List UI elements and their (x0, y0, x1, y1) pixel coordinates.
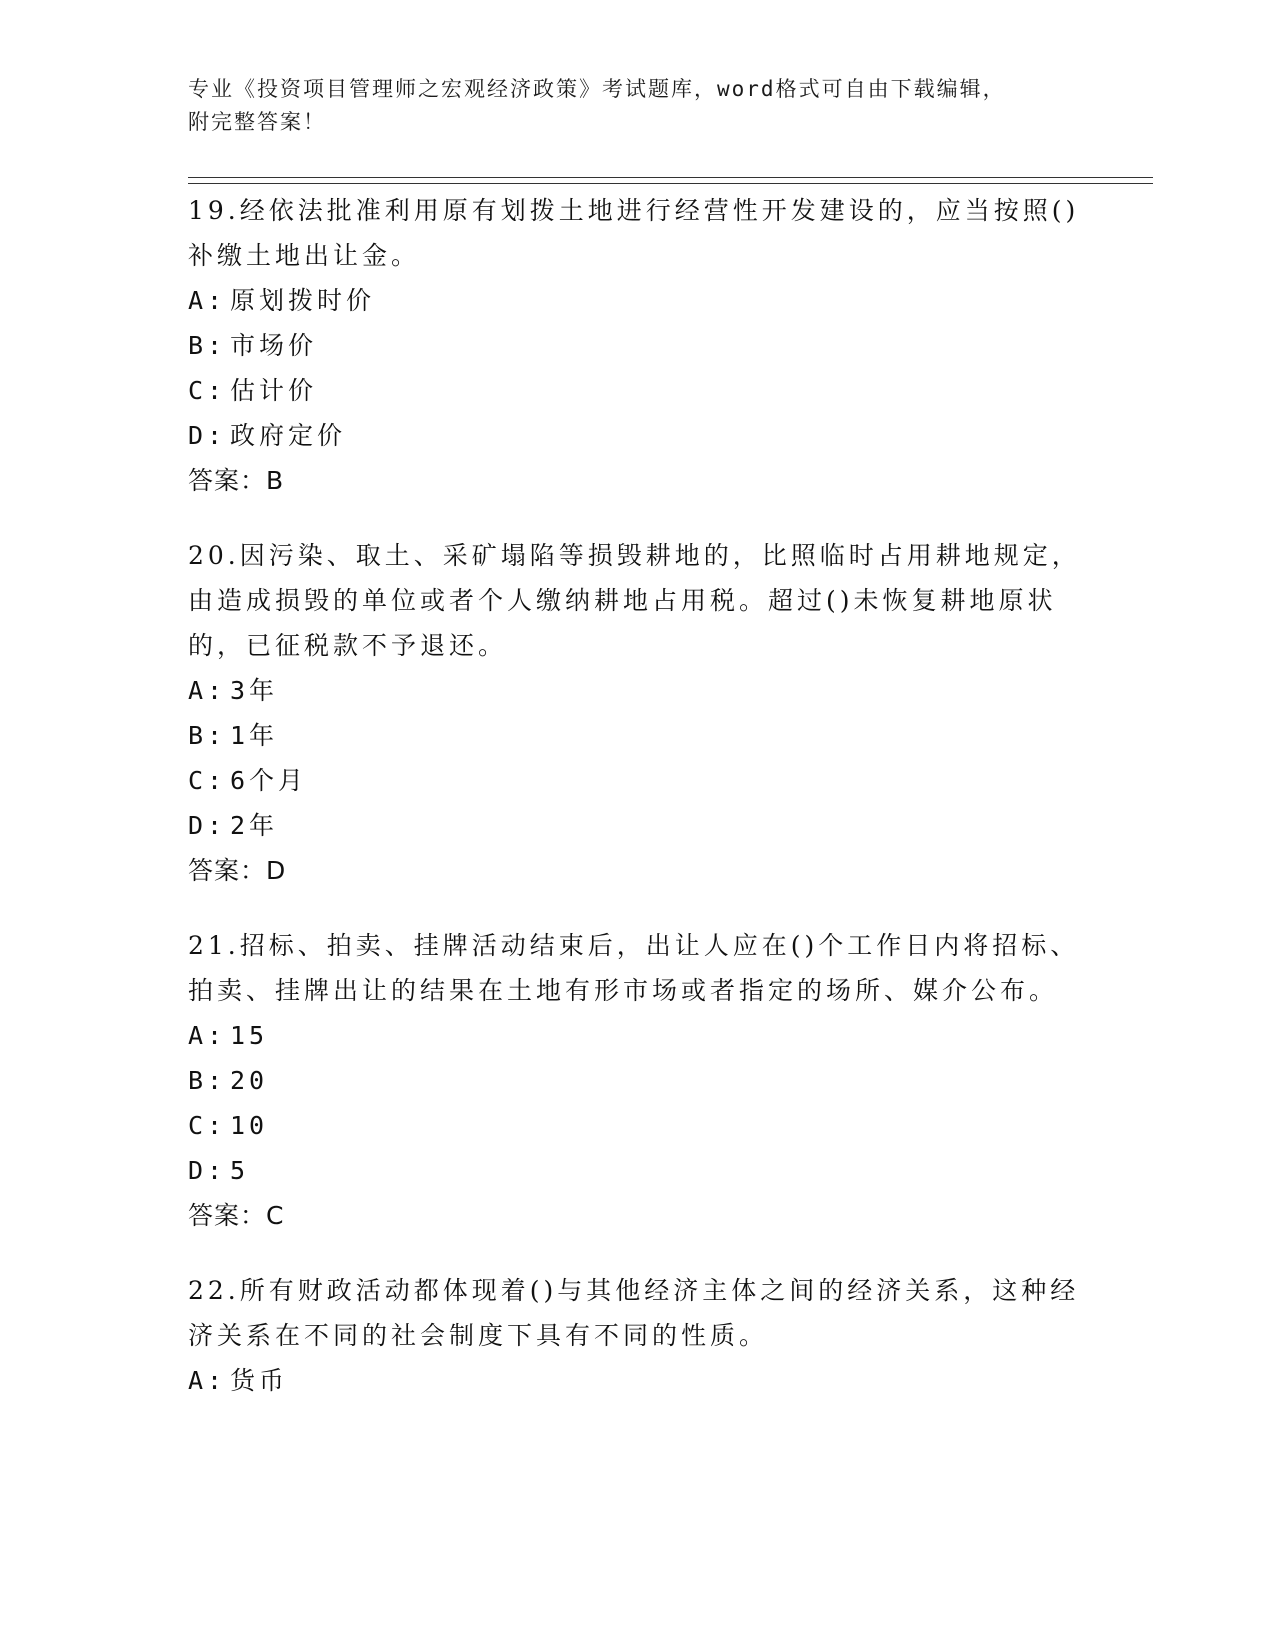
answer-line (188, 848, 1088, 893)
option-text: 6个月 (230, 766, 308, 795)
answer-line (188, 458, 1088, 503)
option-a (188, 668, 1088, 713)
option-letter: D: (188, 421, 227, 450)
option-letter: A: (188, 676, 227, 705)
header-divider-bottom (188, 183, 1153, 184)
option-letter: A: (188, 1021, 227, 1050)
question-list (188, 188, 1088, 1433)
option-text: 20 (230, 1066, 269, 1095)
option-letter: B: (188, 1066, 227, 1095)
option-b (188, 323, 1088, 368)
answer-value: C (266, 1201, 285, 1230)
option-letter: C: (188, 766, 227, 795)
option-text: 市场价 (230, 331, 318, 360)
option-text: 15 (230, 1021, 269, 1050)
option-c (188, 1103, 1088, 1148)
option-a (188, 278, 1088, 323)
question-19 (188, 188, 1088, 503)
option-letter: D: (188, 1156, 227, 1185)
question-stem: 19.经依法批准利用原有划拨土地进行经营性开发建设的，应当按照()补缴土地出让金。 (188, 196, 1080, 270)
answer-value: D (266, 856, 287, 885)
header-divider-top (188, 177, 1153, 178)
option-a (188, 1358, 1088, 1403)
option-text: 3年 (230, 676, 279, 705)
question-21 (188, 923, 1088, 1238)
option-letter: A: (188, 1366, 227, 1395)
option-d (188, 413, 1088, 458)
document-header (188, 73, 1068, 139)
answer-line (188, 1193, 1088, 1238)
question-stem: 22.所有财政活动都体现着()与其他经济主体之间的经济关系，这种经济关系在不同的社会制度下具有不同的性质。 (188, 1276, 1080, 1350)
answer-label: 答案： (188, 466, 267, 495)
option-b (188, 713, 1088, 758)
option-letter: D: (188, 811, 227, 840)
option-d (188, 803, 1088, 848)
option-text: 货币 (230, 1366, 289, 1395)
option-d (188, 1148, 1088, 1193)
question-20 (188, 533, 1088, 893)
header-line-2: 附完整答案！ (188, 110, 326, 134)
answer-label: 答案： (188, 1201, 267, 1230)
question-stem: 20.因污染、取土、采矿塌陷等损毁耕地的，比照临时占用耕地规定，由造成损毁的单位或者个人缴纳耕地占用税。超过()未恢复耕地原状的，已征税款不予退还。 (188, 541, 1081, 660)
option-text: 原划拨时价 (230, 286, 376, 315)
option-letter: A: (188, 286, 227, 315)
question-22 (188, 1268, 1088, 1403)
question-stem: 21.招标、拍卖、挂牌活动结束后，出让人应在()个工作日内将招标、拍卖、挂牌出让的结果在土地有形市场或者指定的场所、媒介公布。 (188, 931, 1080, 1005)
option-text: 10 (230, 1111, 269, 1140)
option-a (188, 1013, 1088, 1058)
header-line-1: 专业《投资项目管理师之宏观经济政策》考试题库，word格式可自由下载编辑， (188, 77, 1006, 101)
option-letter: C: (188, 376, 227, 405)
option-c (188, 758, 1088, 803)
option-letter: B: (188, 721, 227, 750)
option-text: 5 (230, 1156, 250, 1185)
answer-label: 答案： (188, 856, 267, 885)
answer-value: B (266, 466, 285, 495)
option-c (188, 368, 1088, 413)
option-letter: B: (188, 331, 227, 360)
option-text: 1年 (230, 721, 279, 750)
option-text: 2年 (230, 811, 279, 840)
option-b (188, 1058, 1088, 1103)
option-text: 估计价 (230, 376, 318, 405)
option-text: 政府定价 (230, 421, 347, 450)
option-letter: C: (188, 1111, 227, 1140)
